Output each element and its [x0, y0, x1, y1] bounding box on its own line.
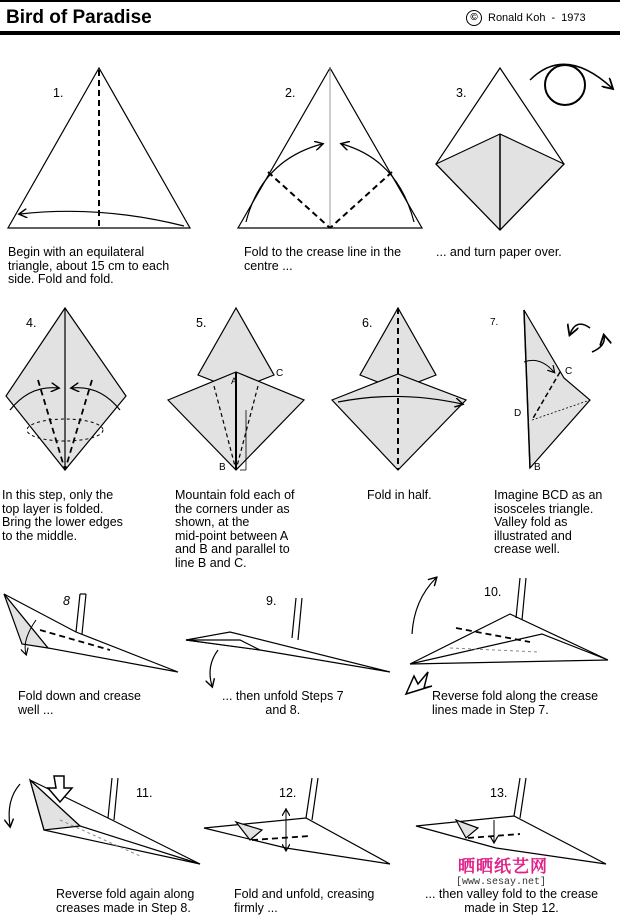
caption-line: Fold in half.	[367, 488, 432, 502]
step-7-caption	[494, 489, 602, 557]
step-12-number: 12.	[279, 786, 297, 800]
caption-line: Valley fold as	[494, 515, 568, 529]
step-2-number: 2.	[285, 86, 296, 100]
caption-line: and 8.	[265, 702, 301, 717]
step-8-number: 8	[63, 594, 70, 608]
step-11-figure	[9, 776, 200, 864]
caption-line: Reverse fold again along	[56, 887, 195, 901]
step-2-caption	[244, 246, 401, 273]
caption-line: Fold down and crease	[18, 689, 141, 703]
caption-line: illustrated and	[494, 528, 572, 543]
step-12-figure	[204, 778, 390, 864]
step-10-number: 10.	[484, 585, 502, 599]
step-9-caption-text	[222, 690, 344, 717]
step-8-figure	[4, 594, 178, 672]
caption-line: to the middle.	[2, 528, 78, 543]
watermark-url: [www.sesay.net]	[456, 877, 547, 888]
step-7-figure	[524, 310, 604, 468]
caption-line: well ...	[18, 702, 54, 717]
step-13-number: 13.	[490, 786, 508, 800]
step-6-figure	[332, 308, 466, 470]
watermark-text: 晒晒纸艺网	[458, 857, 548, 876]
step-7-number: 7.	[490, 317, 499, 328]
step-11-caption-text	[56, 888, 194, 915]
caption-line: line B and C.	[175, 555, 247, 570]
step-13-caption	[425, 888, 598, 915]
caption-line: ... and turn paper over.	[436, 245, 562, 259]
step-9-number: 9.	[266, 594, 277, 608]
step-10-figure	[406, 578, 608, 694]
caption-line: firmly ...	[234, 900, 278, 915]
step-5-label-c: C	[276, 368, 284, 379]
caption-line: lines made in Step 7.	[432, 702, 549, 717]
step-11-number: 11.	[136, 786, 153, 800]
step-6-caption-text	[367, 489, 432, 503]
caption-line: Bring the lower edges	[2, 515, 123, 529]
step-10-caption-text	[432, 690, 598, 717]
caption-line: Reverse fold along the crease	[432, 689, 599, 703]
caption-line: shown, at the	[175, 515, 250, 529]
step-11-caption	[56, 888, 194, 915]
step-13-caption-text	[425, 888, 598, 915]
caption-line: top layer is folded.	[2, 501, 104, 516]
step-3-caption	[436, 246, 562, 260]
step-5-caption-text	[175, 489, 295, 570]
step-7-label-c: C	[565, 366, 573, 377]
step-4-figure	[6, 308, 126, 470]
step-2-figure	[238, 68, 422, 228]
caption-line: crease well.	[494, 542, 560, 556]
step-4-caption	[2, 489, 123, 543]
step-6-caption	[367, 489, 432, 503]
caption-line: Mountain fold each of	[175, 488, 295, 502]
step-1-figure	[8, 68, 190, 228]
step-4-number: 4.	[26, 316, 37, 330]
caption-line: centre ...	[244, 258, 293, 273]
step-3-caption-text	[436, 246, 562, 260]
page-title: Bird of Paradise	[6, 7, 152, 28]
step-1-number: 1.	[53, 86, 64, 100]
caption-line: ... then unfold Steps 7	[222, 689, 344, 703]
credit-separator: -	[551, 12, 556, 24]
step-2-caption-text	[244, 246, 401, 273]
step-5-caption	[175, 489, 295, 570]
step-9-figure	[186, 598, 390, 686]
caption-line: In this step, only the	[2, 488, 114, 502]
caption-line: isosceles triangle.	[494, 501, 594, 516]
caption-line: and B and parallel to	[175, 542, 290, 556]
step-3-number: 3.	[456, 86, 467, 100]
caption-line: side. Fold and fold.	[8, 272, 114, 286]
author-name: Ronald Koh	[488, 12, 546, 24]
step-5-label-a: A	[231, 376, 238, 386]
step-5-number: 5.	[196, 316, 207, 330]
step-7-caption-text	[494, 489, 602, 557]
caption-line: Begin with an equilateral	[8, 245, 145, 259]
step-1-caption	[8, 246, 169, 287]
caption-line: triangle, about 15 cm to each	[8, 258, 170, 273]
step-5-label-b: B	[219, 462, 226, 473]
caption-line: made in Step 12.	[464, 900, 559, 915]
step-5-figure	[168, 308, 304, 470]
caption-line: the corners under as	[175, 501, 290, 516]
year: 1973	[561, 12, 586, 24]
step-12-caption-text	[234, 888, 374, 915]
copyright-icon: ©	[466, 10, 482, 26]
step-4-caption-text	[2, 489, 123, 543]
caption-line: Fold and unfold, creasing	[234, 887, 375, 901]
step-9-caption	[222, 690, 344, 717]
step-7-label-d: D	[514, 408, 522, 419]
step-10-caption	[432, 690, 598, 717]
step-12-caption	[234, 888, 374, 915]
step-8-caption-text	[18, 690, 141, 717]
caption-line: ... then valley fold to the crease	[425, 887, 599, 901]
step-6-number: 6.	[362, 316, 373, 330]
step-7-label-b: B	[534, 462, 541, 473]
step-8-caption	[18, 690, 141, 717]
caption-line: Imagine BCD as an	[494, 488, 603, 502]
caption-line: mid-point between A	[175, 528, 289, 543]
caption-line: creases made in Step 8.	[56, 900, 191, 915]
caption-line: Fold to the crease line in the	[244, 245, 402, 259]
step-1-caption-text	[8, 246, 169, 287]
